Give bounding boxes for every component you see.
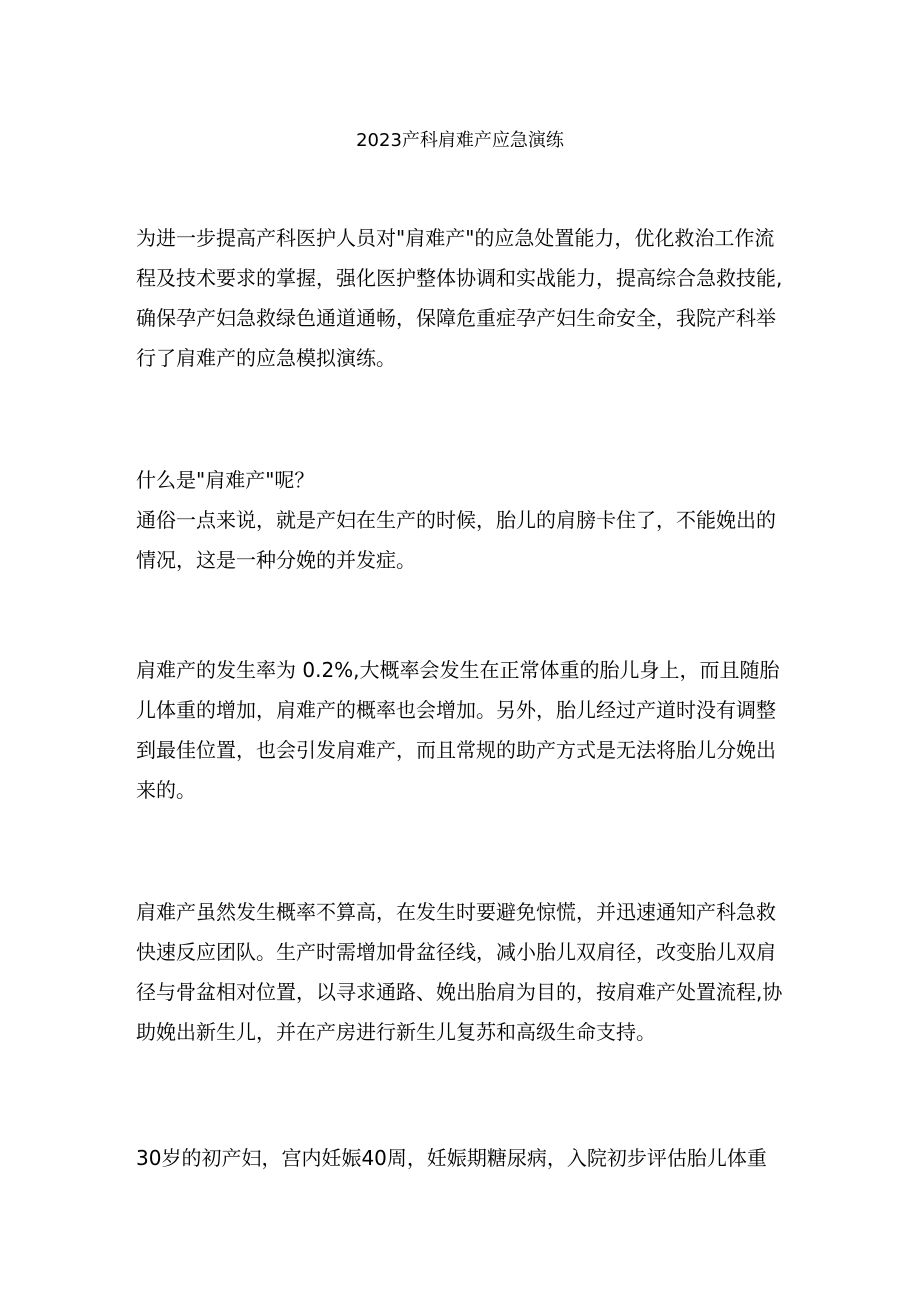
document-title: 2023产科肩难产应急演练 — [356, 130, 564, 151]
text-line: 径与骨盆相对位置，以寻求通路、娩出胎肩为目的，按肩难产处置流程,协 — [136, 980, 783, 1004]
incidence-paragraph — [136, 650, 788, 810]
text-line: 来的。 — [136, 778, 196, 802]
management-paragraph — [136, 892, 788, 1052]
text-line: 行了肩难产的应急模拟演练。 — [136, 346, 396, 370]
text-line: 为进一步提高产科医护人员对"肩难产"的应急处置能力，优化救治工作流 — [136, 226, 775, 250]
text-line: 助娩出新生儿，并在产房进行新生儿复苏和高级生命支持。 — [136, 1020, 656, 1044]
text-line: 快速反应团队。生产时需增加骨盆径线，减小胎儿双肩径，改变胎儿双肩 — [136, 940, 776, 964]
text-line: 肩难产的发生率为 0.2%,大概率会发生在正常体重的胎儿身上，而且随胎 — [136, 658, 780, 682]
text-line: 30岁的初产妇，宫内妊娠40周，妊娠期糖尿病，入院初步评估胎儿体重 — [136, 1146, 767, 1170]
text-line: 儿体重的增加，肩难产的概率也会增加。另外，胎儿经过产道时没有调整 — [136, 698, 776, 722]
text-line: 到最佳位置，也会引发肩难产，而且常规的助产方式是无法将胎儿分娩出 — [136, 738, 776, 762]
case-paragraph — [136, 1138, 788, 1178]
text-line: 肩难产虽然发生概率不算高，在发生时要避免惊慌，并迅速通知产科急救 — [136, 900, 776, 924]
text-line: 情况，这是一种分娩的并发症。 — [136, 548, 416, 572]
text-line: 通俗一点来说，就是产妇在生产的时候，胎儿的肩膀卡住了，不能娩出的 — [136, 508, 776, 532]
intro-paragraph — [136, 218, 788, 378]
text-line: 确保孕产妇急救绿色通道通畅，保障危重症孕产妇生命安全，我院产科举 — [136, 306, 776, 330]
answer-paragraph — [136, 500, 788, 580]
question-heading — [136, 460, 788, 500]
text-line: 程及技术要求的掌握，强化医护整体协调和实战能力，提高综合急救技能, — [136, 266, 783, 290]
text-line: 什么是"肩难产"呢？ — [136, 468, 315, 492]
